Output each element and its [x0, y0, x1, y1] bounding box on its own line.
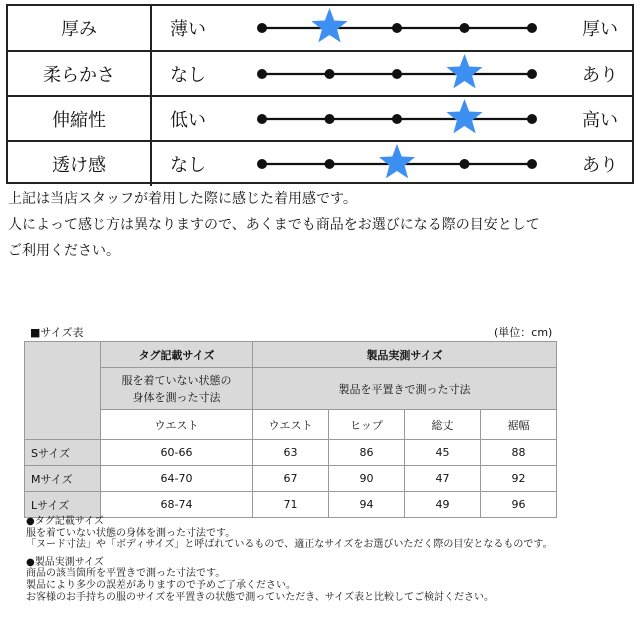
size-footnotes — [26, 516, 553, 603]
desc-tag: 服を着ていない状態の身体を測った寸法 — [101, 368, 253, 410]
scale-dot — [392, 69, 402, 79]
scale-dot — [527, 69, 537, 79]
table-cell: 67 — [253, 466, 329, 492]
star-marker — [446, 54, 482, 88]
size-name: Lサイズ — [25, 492, 101, 518]
size-table-unit: (単位：cm) — [494, 326, 553, 339]
size-name: Mサイズ — [25, 466, 101, 492]
table-cell: 86 — [329, 440, 405, 466]
feel-label: 透け感 — [8, 142, 152, 186]
group-header-tag: タグ記載サイズ — [101, 342, 253, 368]
feel-row — [8, 95, 632, 141]
scale-dot — [257, 114, 267, 124]
feel-row — [8, 6, 632, 50]
group-header-measured: 製品実測サイズ — [253, 342, 557, 368]
table-cell: 68-74 — [101, 492, 253, 518]
feel-scale — [252, 142, 542, 186]
table-cell: 60-66 — [101, 440, 253, 466]
table-cell: 92 — [481, 466, 557, 492]
desc-measured: 製品を平置きで測った寸法 — [253, 368, 557, 410]
scale-dot — [527, 114, 537, 124]
scale-dot — [257, 69, 267, 79]
table-cell: 49 — [405, 492, 481, 518]
column-header: ウエスト — [253, 410, 329, 440]
feel-high-label: あり — [582, 65, 618, 86]
scale-graphic — [252, 6, 542, 50]
scale-dot — [325, 114, 335, 124]
footnote-heading: ●タグ記載サイズ — [26, 516, 104, 527]
note-line: 人によって感じ方は異なりますので、あくまでも商品をお選びになる際の目安として — [8, 217, 540, 233]
feel-scale — [252, 52, 542, 96]
footnote-line: 服を着ていない状態の身体を測った寸法です。 — [26, 527, 236, 539]
fit-note — [8, 186, 540, 264]
table-row — [25, 492, 557, 518]
feel-table — [6, 4, 634, 184]
feel-low-label: 低い — [170, 110, 206, 131]
scale-dot — [257, 159, 267, 169]
feel-label: 伸縮性 — [8, 97, 152, 141]
feel-label: 柔らかさ — [8, 52, 152, 96]
feel-high-label: あり — [582, 155, 618, 176]
column-header: ヒップ — [329, 410, 405, 440]
footnote-line: 「ヌード寸法」や「ボディサイズ」と呼ばれているもので、適正なサイズをお選びいただく際の目安となるものです。 — [26, 539, 553, 551]
column-header: 裾幅 — [481, 410, 557, 440]
scale-dot — [527, 23, 537, 33]
table-cell: 96 — [481, 492, 557, 518]
table-row — [25, 466, 557, 492]
feel-low-label: 薄い — [170, 19, 206, 40]
column-header: 総丈 — [405, 410, 481, 440]
footnote-line: 商品の該当箇所を平置きで測った寸法です。 — [26, 568, 226, 580]
column-header: ウエスト — [101, 410, 253, 440]
table-cell: 90 — [329, 466, 405, 492]
feel-row — [8, 50, 632, 96]
star-marker — [446, 99, 482, 133]
star-marker — [379, 144, 415, 178]
scale-dot — [325, 159, 335, 169]
note-line: 上記は当店スタッフが着用した際に感じた着用感です。 — [8, 191, 357, 207]
table-cell: 94 — [329, 492, 405, 518]
table-cell: 63 — [253, 440, 329, 466]
star-marker — [311, 8, 347, 42]
scale-graphic — [252, 97, 542, 141]
footnote-heading: ●製品実測サイズ — [26, 556, 104, 568]
size-table-title: ■サイズ表 — [30, 326, 84, 339]
size-name: Sサイズ — [25, 440, 101, 466]
feel-row — [8, 140, 632, 186]
footnote-line: 製品により多少の誤差がありますので予めご了承ください。 — [26, 579, 296, 591]
scale-graphic — [252, 52, 542, 96]
size-table — [24, 341, 557, 518]
table-cell: 64-70 — [101, 466, 253, 492]
table-cell: 47 — [405, 466, 481, 492]
feel-scale — [252, 97, 542, 141]
table-cell: 88 — [481, 440, 557, 466]
note-line: ご利用ください。 — [8, 243, 120, 259]
feel-label: 厚み — [8, 6, 152, 50]
feel-high-label: 厚い — [582, 19, 618, 40]
feel-low-label: なし — [170, 155, 206, 176]
scale-graphic — [252, 142, 542, 186]
corner-cell — [25, 342, 101, 440]
feel-low-label: なし — [170, 65, 206, 86]
scale-dot — [257, 23, 267, 33]
scale-dot — [460, 23, 470, 33]
scale-dot — [527, 159, 537, 169]
footnote-line: お客様のお手持ちの服のサイズを平置きの状態で測っていただき、サイズ表と比較してご検討ください。 — [26, 591, 494, 603]
table-row — [25, 440, 557, 466]
scale-dot — [392, 114, 402, 124]
scale-dot — [392, 23, 402, 33]
table-cell: 71 — [253, 492, 329, 518]
feel-scale — [252, 6, 542, 50]
scale-dot — [460, 159, 470, 169]
feel-high-label: 高い — [582, 110, 618, 131]
table-cell: 45 — [405, 440, 481, 466]
scale-dot — [325, 69, 335, 79]
